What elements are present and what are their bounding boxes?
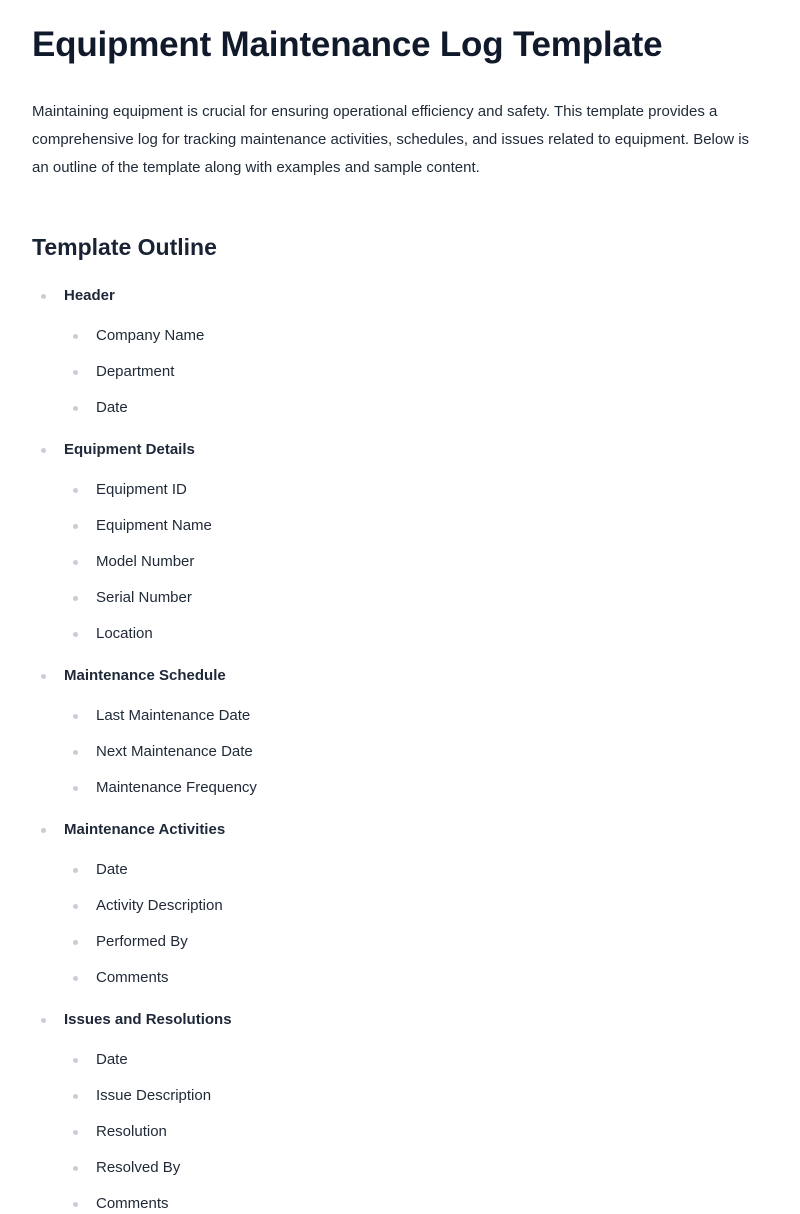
intro-paragraph: Maintaining equipment is crucial for ensuring operational efficiency and safety. This template provides a comprehensive log for tracking maintenance activities, schedules, and issues related to equipment. Below is an outline of the template along with examples and sample content. [32, 103, 750, 176]
list-item: Date [64, 1050, 768, 1070]
list-item: Model Number [64, 552, 768, 572]
list-item: Date [64, 398, 768, 418]
list-item: Next Maintenance Date [64, 742, 768, 762]
list-item: Comments [64, 1194, 768, 1214]
list-item: Department [64, 362, 768, 382]
section-items [64, 860, 768, 988]
section-items [64, 480, 768, 644]
list-item: Company Name [64, 326, 768, 346]
section-items [64, 1050, 768, 1214]
list-item: Resolution [64, 1122, 768, 1142]
outline-heading: Template Outline [32, 234, 217, 260]
list-item: Maintenance Frequency [64, 778, 768, 798]
section-title: Equipment Details [64, 441, 195, 458]
list-item: Performed By [64, 932, 768, 952]
outline-section-maintenance-activities [32, 820, 768, 988]
outline-section-header [32, 286, 768, 418]
page-title: Equipment Maintenance Log Template [32, 25, 663, 64]
list-item: Location [64, 624, 768, 644]
list-item: Equipment Name [64, 516, 768, 536]
list-item: Equipment ID [64, 480, 768, 500]
section-title: Issues and Resolutions [64, 1011, 232, 1028]
template-outline-list [32, 286, 768, 1214]
list-item: Issue Description [64, 1086, 768, 1106]
section-items [64, 706, 768, 798]
list-item: Date [64, 860, 768, 880]
list-item: Serial Number [64, 588, 768, 608]
list-item: Comments [64, 968, 768, 988]
section-title: Maintenance Schedule [64, 667, 226, 684]
outline-section-maintenance-schedule [32, 666, 768, 798]
list-item: Resolved By [64, 1158, 768, 1178]
section-title: Maintenance Activities [64, 821, 226, 838]
list-item: Last Maintenance Date [64, 706, 768, 726]
section-title: Header [64, 287, 115, 304]
outline-section-equipment-details [32, 440, 768, 644]
list-item: Activity Description [64, 896, 768, 916]
section-items [64, 326, 768, 418]
outline-section-issues-and-resolutions [32, 1010, 768, 1214]
